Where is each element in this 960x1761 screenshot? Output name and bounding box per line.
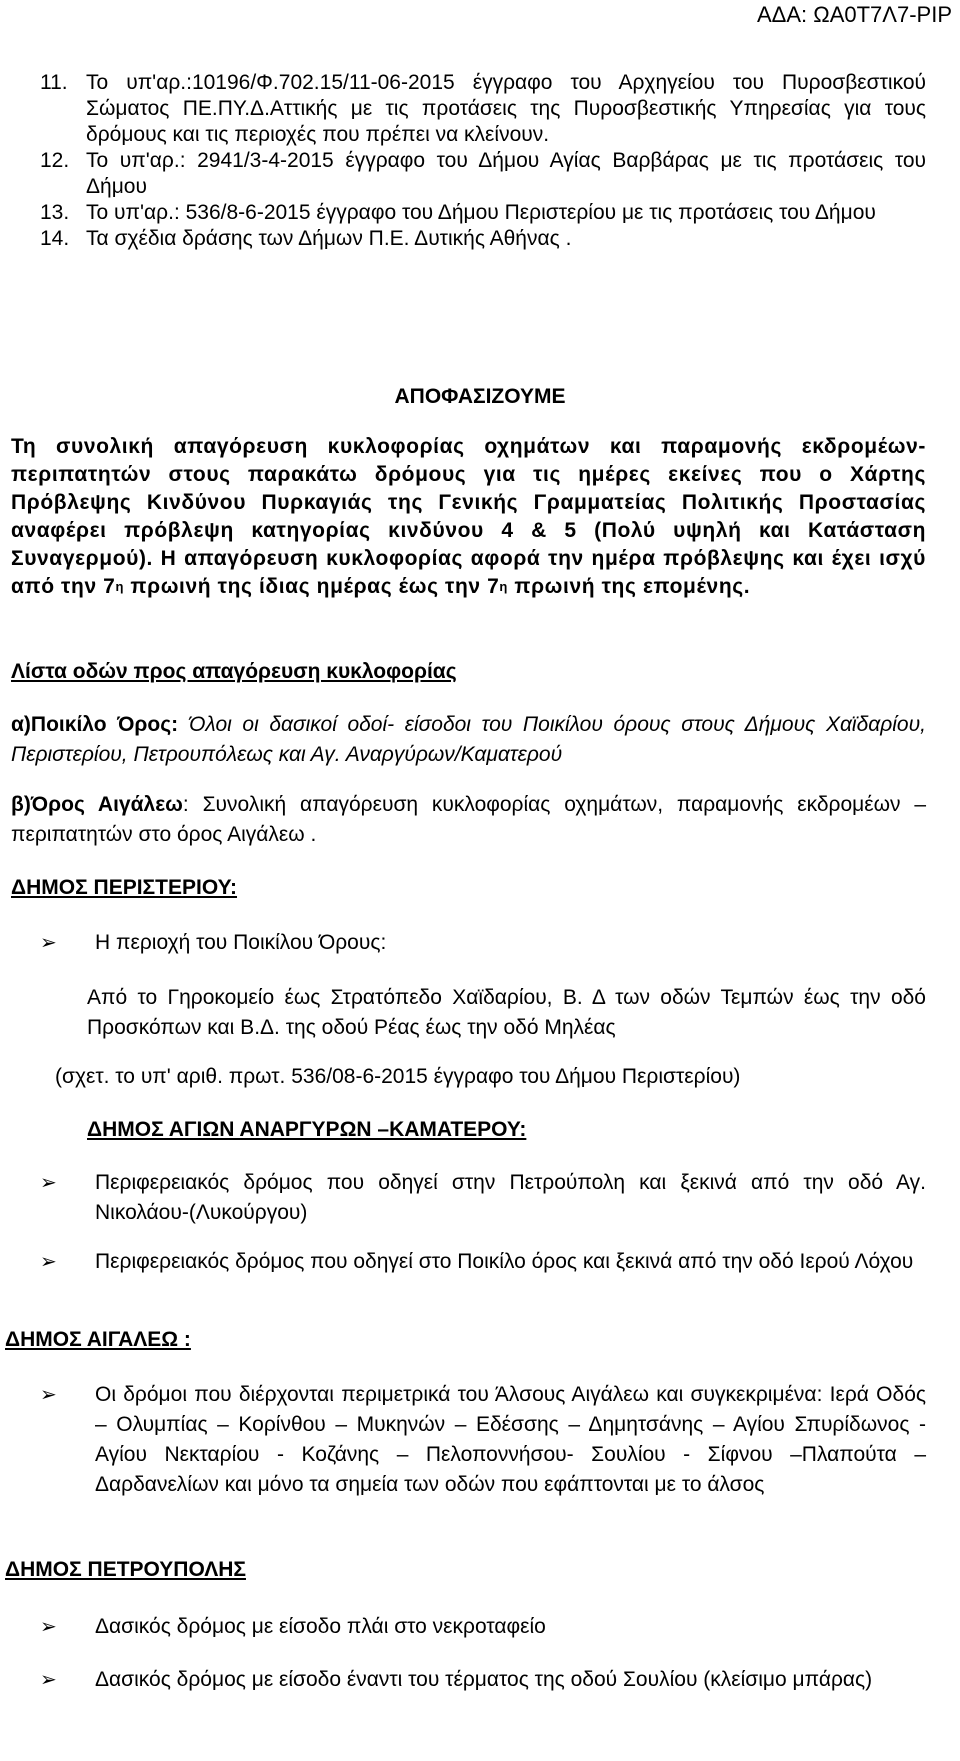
poikilo-label: α)Ποικίλο Όρος: <box>11 713 179 736</box>
list-item <box>40 1247 926 1277</box>
decision-text: πρωινή της ίδιας ημέρας έως την 7 <box>124 575 500 598</box>
decision-text: πρωινή της επομένης. <box>507 575 751 598</box>
reference-list <box>40 70 926 252</box>
peristeri-reference: (σχετ. το υπ' αριθ. πρωτ. 536/08-6-2015 έγγραφο του Δήμου Περιστερίου) <box>55 1065 741 1088</box>
bullet-text: Η περιοχή του Ποικίλου Όρους: <box>95 931 387 954</box>
anargyroi-heading: ΔΗΜΟΣ ΑΓΙΩΝ ΑΝΑΡΓΥΡΩΝ –ΚΑΜΑΤΕΡΟΥ: <box>87 1118 527 1141</box>
item-number: 14. <box>40 227 70 250</box>
arrow-bullet-icon: ➢ <box>40 1616 57 1638</box>
decision-text: Τη συνολική απαγόρευση κυκλοφορίας οχημάτων και παραμονής εκδρομέων-περιπατητών στους παρακάτω δρόμους για τις ημέρες εκείνες που ο Χάρτης Πρόβλεψης Κινδύνου Πυρκαγιάς της Γενικής Γραμματείας Πολιτικής Προστασίας αναφέρει πρόβλεψη κατηγορίας κινδύνου 4 & 5 (Πολύ υψηλή και Κατάσταση Συναγερμού). Η απαγόρευση κυκλοφορίας αφορά την ημέρα πρόβλεψης και έχει ισχύ από την 7 <box>11 435 926 598</box>
petroupoli-heading: ΔΗΜΟΣ ΠΕΤΡΟΥΠΟΛΗΣ <box>5 1558 246 1581</box>
item-text: Το υπ'αρ.:10196/Φ.702.15/11-06-2015 έγγραφο του Αρχηγείου του Πυροσβεστικού Σώματος ΠΕ.ΠΥ.Δ.Αττικής με τις προτάσεις της Πυροσβεστικής Υπηρεσίας για τους δρόμους και τις περιοχές που πρέπει να κλείνουν. <box>86 71 926 146</box>
peristeri-detail: Από το Γηροκομείο έως Στρατόπεδο Χαϊδαρίου, Β. Δ των οδών Τεμπών έως την οδό Προσκόπων και Β.Δ. της οδού Ρέας έως την οδό Μηλέας <box>87 986 926 1039</box>
list-item <box>40 200 926 226</box>
bullet-text: Περιφερειακός δρόμος που οδηγεί στην Πετρούπολη και ξεκινά από την οδό Αγ. Νικολάου-(Λυκούργου) <box>95 1171 926 1224</box>
list-heading: Λίστα οδών προς απαγόρευση κυκλοφορίας <box>11 660 457 683</box>
item-number: 11. <box>40 71 68 94</box>
aigaleo-mount-paragraph <box>11 790 926 850</box>
list-item <box>40 148 926 200</box>
decision-title: ΑΠΟΦΑΣΙΖΟΥΜΕ <box>394 385 566 408</box>
aigaleo-mount-label: β)Όρος Αιγάλεω <box>11 793 183 816</box>
poikilo-paragraph <box>11 710 926 770</box>
arrow-bullet-icon: ➢ <box>40 1669 57 1691</box>
bullet-text: Οι δρόμοι που διέρχονται περιμετρικά του Άλσους Αιγάλεω και συγκεκριμένα: Ιερά Οδός – Ολυμπίας – Κορίνθου – Μυκηνών – Εδέσσης – Δημητσάνης – Αγίου Σπυρίδωνος - Αγίου Νεκταρίου - Κοζάνης – Πελοποννήσου- Σουλίου - Σίφνου –Πλαπούτα – Δαρδανελίων και μόνο τα σημεία των οδών που εφάπτονται με το άλσος <box>95 1383 926 1496</box>
bullet-text: Δασικός δρόμος με είσοδο πλάι στο νεκροταφείο <box>95 1615 546 1638</box>
list-item <box>40 70 926 148</box>
bullet-text: Δασικός δρόμος με είσοδο έναντι του τέρματος της οδού Σουλίου (κλείσιμο μπάρας) <box>95 1668 873 1691</box>
aigaleo-mount-text: : Συνολική απαγόρευση κυκλοφορίας οχημάτων, παραμονής εκδρομέων – περιπατητών στο όρος Αιγάλεω . <box>11 793 926 846</box>
peristeri-heading: ΔΗΜΟΣ ΠΕΡΙΣΤΕΡΙΟΥ: <box>11 876 238 899</box>
superscript: η <box>115 579 124 594</box>
list-item <box>40 226 926 252</box>
list-item <box>40 1665 926 1695</box>
list-item <box>40 930 926 956</box>
item-text: Τα σχέδια δράσης των Δήμων Π.Ε. Δυτικής Αθήνας . <box>86 227 572 250</box>
bullet-text: Περιφερειακός δρόμος που οδηγεί στο Ποικίλο όρος και ξεκινά από την οδό Ιερού Λόχου <box>95 1250 914 1273</box>
superscript: η <box>499 579 508 594</box>
list-item <box>40 1612 926 1642</box>
item-number: 13. <box>40 201 70 224</box>
arrow-bullet-icon: ➢ <box>40 932 57 954</box>
item-number: 12. <box>40 149 70 172</box>
arrow-bullet-icon: ➢ <box>40 1384 57 1406</box>
ada-code: ΑΔΑ: ΩΑ0Τ7Λ7-ΡΙΡ <box>756 2 952 27</box>
arrow-bullet-icon: ➢ <box>40 1172 57 1194</box>
poikilo-text: Όλοι οι δασικοί οδοί- είσοδοι του Ποικίλου όρους στους Δήμους Χαϊδαρίου, Περιστερίου, Πετρουπόλεως και Αγ. Αναργύρων/Καματερού <box>11 713 926 766</box>
item-text: Το υπ'αρ.: 2941/3-4-2015 έγγραφο του Δήμου Αγίας Βαρβάρας με τις προτάσεις του Δήμου <box>86 149 926 198</box>
list-item <box>40 1380 926 1500</box>
arrow-bullet-icon: ➢ <box>40 1251 57 1273</box>
item-text: Το υπ'αρ.: 536/8-6-2015 έγγραφο του Δήμου Περιστερίου με τις προτάσεις του Δήμου <box>86 201 876 224</box>
decision-paragraph <box>11 433 926 603</box>
aigaleo-heading: ΔΗΜΟΣ ΑΙΓΑΛΕΩ : <box>5 1328 191 1351</box>
list-item <box>40 1168 926 1228</box>
